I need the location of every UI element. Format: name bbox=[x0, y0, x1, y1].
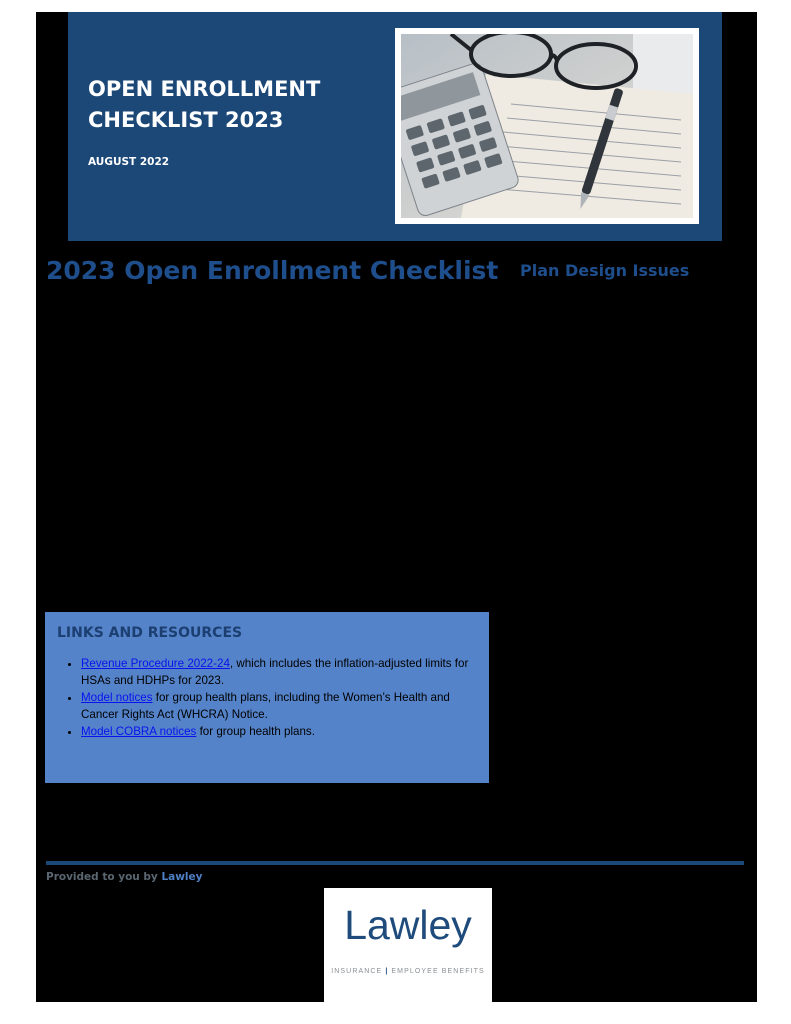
link-revenue-procedure[interactable]: Revenue Procedure 2022-24 bbox=[81, 657, 230, 670]
provided-prefix: Provided to you by bbox=[46, 871, 158, 883]
list-item-text: for group health plans, including the Women’s Health and Cancer Rights Act (WHCRA) Notice. bbox=[81, 691, 450, 721]
list-item bbox=[81, 724, 486, 741]
links-list bbox=[67, 656, 486, 742]
link-model-notices[interactable]: Model notices bbox=[81, 691, 153, 704]
page-title: 2023 Open Enrollment Checklist bbox=[46, 256, 499, 285]
list-item bbox=[81, 690, 486, 723]
section-heading-plan-design: Plan Design Issues bbox=[520, 261, 690, 280]
banner-title-line1: OPEN ENROLLMENT bbox=[88, 77, 321, 101]
logo-tag-separator: | bbox=[385, 968, 389, 975]
banner-title-line2: CHECKLIST 2023 bbox=[88, 108, 284, 132]
footer-divider bbox=[46, 861, 744, 865]
header-banner bbox=[68, 12, 722, 241]
links-box-title: LINKS AND RESOURCES bbox=[57, 625, 243, 641]
list-item-text: , which includes the inflation-adjusted limits for HSAs and HDHPs for 2023. bbox=[81, 657, 469, 687]
header-photo-frame bbox=[395, 28, 699, 224]
provided-by-text bbox=[46, 871, 202, 883]
provided-brand: Lawley bbox=[161, 871, 203, 883]
header-photo bbox=[401, 34, 693, 218]
logo-wordmark: Lawley bbox=[344, 902, 472, 948]
banner-title bbox=[88, 74, 388, 136]
list-item bbox=[81, 656, 486, 689]
calculator-glasses-pen-illustration bbox=[401, 34, 693, 218]
document-page bbox=[36, 12, 757, 1002]
list-item-text: for group health plans. bbox=[196, 725, 315, 738]
lawley-logo bbox=[324, 888, 492, 1002]
logo-tagline bbox=[324, 968, 492, 975]
banner-date: AUGUST 2022 bbox=[88, 156, 170, 168]
logo-tag-right: EMPLOYEE BENEFITS bbox=[391, 968, 485, 975]
link-model-cobra-notices[interactable]: Model COBRA notices bbox=[81, 725, 197, 738]
logo-tag-left: INSURANCE bbox=[331, 968, 383, 975]
links-and-resources-box bbox=[45, 612, 489, 783]
